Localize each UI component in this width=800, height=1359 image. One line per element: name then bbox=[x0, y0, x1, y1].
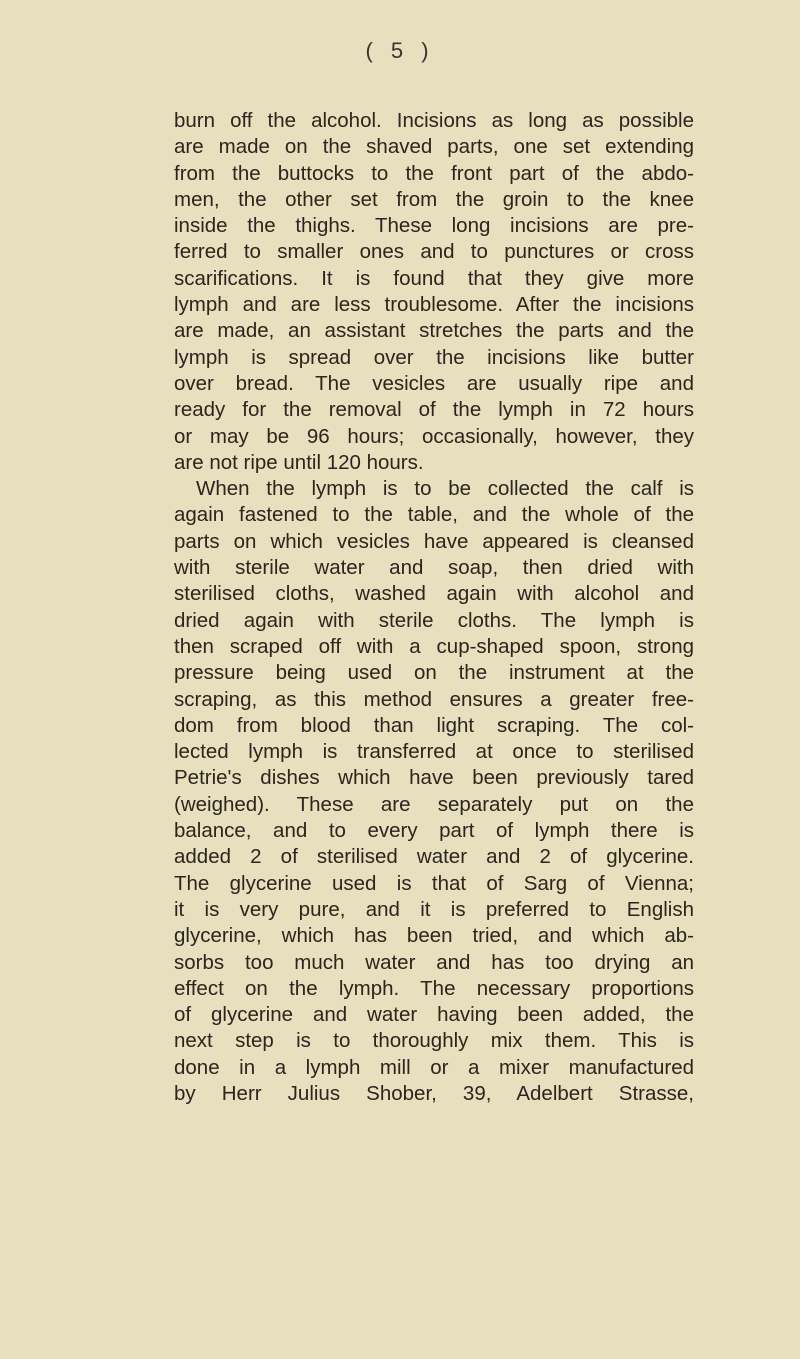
text-line: added 2 of sterilised water and 2 of glycerine. bbox=[174, 845, 694, 869]
text-line: from the buttocks to the front part of the abdo- bbox=[174, 161, 694, 185]
text-line: men, the other set from the groin to the knee bbox=[174, 187, 694, 211]
text-line: lymph and are less troublesome. After the incisions bbox=[174, 293, 694, 317]
text-line: done in a lymph mill or a mixer manufactured bbox=[174, 1055, 694, 1079]
text-line: (weighed). These are separately put on the bbox=[174, 792, 694, 816]
text-line: dried again with sterile cloths. The lymph is bbox=[174, 608, 694, 632]
page-number: ( 5 ) bbox=[365, 38, 435, 63]
text-line: pressure being used on the instrument at the bbox=[174, 661, 694, 685]
paragraph-lymph-collection bbox=[174, 476, 694, 1107]
text-line: sorbs too much water and has too drying an bbox=[174, 950, 694, 974]
text-line: are made, an assistant stretches the parts and the bbox=[174, 319, 694, 343]
text-line: scraping, as this method ensures a greater free- bbox=[174, 687, 694, 711]
text-line: or may be 96 hours; occasionally, however, they bbox=[174, 424, 694, 448]
text-line: When the lymph is to be collected the calf is bbox=[196, 477, 694, 501]
text-line: ready for the removal of the lymph in 72 hours bbox=[174, 398, 694, 422]
text-line: are made on the shaved parts, one set extending bbox=[174, 135, 694, 159]
text-line: burn off the alcohol. Incisions as long as possible bbox=[174, 109, 694, 132]
text-line: The glycerine used is that of Sarg of Vienna; bbox=[174, 871, 694, 895]
text-line: are not ripe until 120 hours. bbox=[174, 450, 424, 474]
body-text bbox=[174, 108, 694, 1107]
text-line: inside the thighs. These long incisions are pre- bbox=[174, 214, 694, 238]
text-line: again fastened to the table, and the whole of the bbox=[174, 503, 694, 527]
text-line: scarifications. It is found that they give more bbox=[174, 266, 694, 290]
text-line: Petrie's dishes which have been previously tared bbox=[174, 766, 694, 790]
text-line: next step is to thoroughly mix them. This is bbox=[174, 1029, 694, 1053]
text-line: glycerine, which has been tried, and which ab- bbox=[174, 924, 694, 948]
paragraph-incisions bbox=[174, 108, 694, 476]
text-line: sterilised cloths, washed again with alcohol and bbox=[174, 582, 694, 606]
text-line: it is very pure, and it is preferred to English bbox=[174, 897, 694, 921]
text-line: effect on the lymph. The necessary proportions bbox=[174, 976, 694, 1000]
text-line: lymph is spread over the incisions like butter bbox=[174, 345, 694, 369]
text-line: of glycerine and water having been added, the bbox=[174, 1003, 694, 1027]
text-line: lected lymph is transferred at once to sterilised bbox=[174, 740, 694, 764]
text-line: ferred to smaller ones and to punctures or cross bbox=[174, 240, 694, 264]
text-line: with sterile water and soap, then dried with bbox=[174, 556, 694, 580]
text-line: parts on which vesicles have appeared is cleansed bbox=[174, 529, 694, 553]
text-line: by Herr Julius Shober, 39, Adelbert Strasse, bbox=[174, 1081, 694, 1105]
text-line: then scraped off with a cup-shaped spoon, strong bbox=[174, 634, 694, 658]
text-line: dom from blood than light scraping. The col- bbox=[174, 713, 694, 737]
text-line: over bread. The vesicles are usually ripe and bbox=[174, 371, 694, 395]
text-line: balance, and to every part of lymph there is bbox=[174, 819, 694, 843]
